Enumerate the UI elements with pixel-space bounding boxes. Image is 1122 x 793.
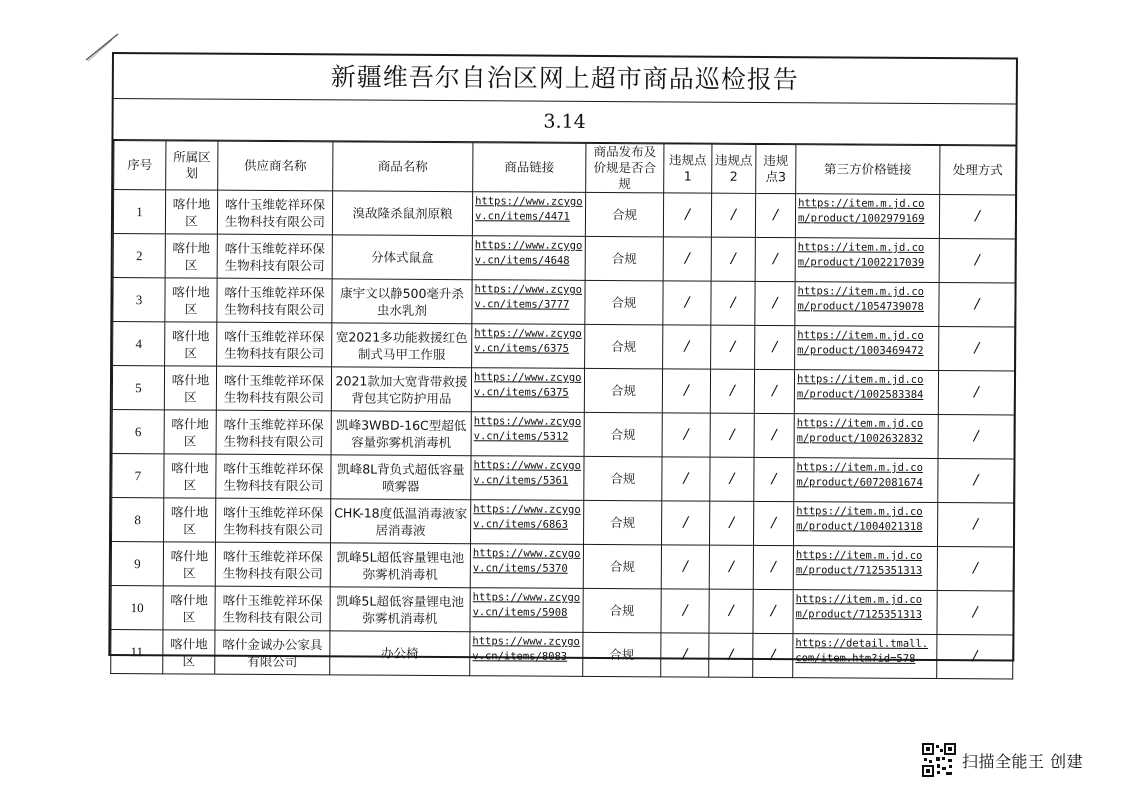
compliance-cell: 合规 — [610, 383, 636, 399]
supplier-name-cell: 喀什玉维乾祥环保生物科技有限公司 — [223, 460, 324, 493]
row-number-cell: 1 — [136, 204, 143, 220]
violation-1-cell-container — [663, 325, 711, 369]
violation-1-cell: / — [682, 646, 688, 663]
handling-cell-container — [938, 415, 1014, 459]
third-party-price-link[interactable]: https://item.m.jd.com/product/1002632832 — [796, 417, 924, 445]
violation-2-cell: / — [731, 206, 736, 223]
product-link-container — [471, 368, 584, 413]
compliance-cell-container — [585, 280, 663, 324]
product-link[interactable]: https://www.zcygov.cn/items/5361 — [473, 459, 581, 487]
violation-3-cell: / — [773, 207, 778, 224]
product-link[interactable]: https://www.zcygov.cn/items/5312 — [473, 415, 582, 443]
product-link-container — [472, 280, 585, 325]
product-name-cell: 凯峰3WBD-16C型超低容量弥雾机消毒机 — [336, 416, 467, 450]
third-party-price-link-container — [794, 370, 938, 415]
product-link[interactable]: https://www.zcygov.cn/items/8083 — [472, 635, 580, 663]
table-row — [113, 278, 1015, 328]
region-cell: 喀什地区 — [171, 371, 210, 405]
handling-cell: / — [974, 384, 979, 401]
region-cell: 喀什地区 — [170, 503, 209, 537]
compliance-cell: 合规 — [610, 427, 636, 443]
violation-1-cell: / — [683, 514, 689, 531]
compliance-cell-container — [585, 236, 663, 280]
supplier-name-cell: 喀什玉维乾祥环保生物科技有限公司 — [224, 240, 325, 273]
handling-cell-container — [939, 283, 1015, 327]
product-name-cell: CHK-18度低温消毒液家居消毒液 — [334, 504, 468, 538]
compliance-cell-container — [583, 544, 661, 588]
violation-3-cell-container — [754, 413, 794, 457]
third-party-price-link[interactable]: https://item.m.jd.com/product/1003469472 — [797, 329, 924, 357]
region-cell-container — [165, 190, 217, 234]
compliance-cell-container — [585, 192, 663, 236]
compliance-cell: 合规 — [611, 295, 637, 311]
supplier-name-cell-container — [215, 542, 330, 587]
violation-1-cell: / — [684, 338, 690, 355]
compliance-cell: 合规 — [611, 207, 638, 223]
handling-cell: / — [973, 428, 979, 445]
row-number-cell-container — [111, 586, 163, 630]
region-cell-container — [165, 234, 217, 278]
product-link-container — [470, 632, 583, 677]
compliance-cell: 合规 — [609, 647, 635, 663]
third-party-price-link-container — [795, 282, 939, 327]
scanner-brand-label: 扫描全能王 创建 — [962, 751, 1084, 771]
product-link[interactable]: https://www.zcygov.cn/items/6863 — [473, 503, 581, 531]
row-number-cell-container — [112, 498, 164, 542]
handling-cell-container — [937, 547, 1013, 591]
product-link[interactable]: https://www.zcygov.cn/items/4471 — [474, 195, 583, 223]
violation-2-cell-container — [711, 325, 755, 369]
violation-1-cell-container — [661, 633, 709, 677]
row-number-cell-container — [112, 410, 164, 454]
violation-1-cell-container — [663, 237, 711, 281]
supplier-name-cell: 喀什金诚办公家具有限公司 — [222, 636, 323, 669]
violation-2-cell: / — [730, 382, 735, 399]
header-cell: 商品名称 — [333, 142, 473, 192]
violation-2-cell-container — [709, 589, 753, 633]
product-link[interactable]: https://www.zcygov.cn/items/5370 — [472, 547, 581, 575]
violation-1-cell-container — [662, 413, 710, 457]
region-cell: 喀什地区 — [170, 547, 209, 581]
product-link[interactable]: https://www.zcygov.cn/items/6375 — [474, 327, 582, 355]
header-cell: 所属区划 — [166, 141, 218, 190]
violation-1-cell-container — [663, 193, 711, 237]
inspection-table — [110, 140, 1016, 680]
report-title: 新疆维吾尔自治区网上超市商品巡检报告 — [114, 54, 1016, 105]
violation-3-cell: / — [771, 515, 777, 532]
row-number-cell-container — [111, 630, 163, 674]
violation-3-cell: / — [772, 383, 777, 400]
violation-2-cell: / — [729, 426, 735, 443]
third-party-price-link-container — [794, 414, 938, 459]
third-party-price-link[interactable]: https://item.m.jd.com/product/7125351313 — [795, 593, 923, 621]
product-name-cell-container — [331, 367, 471, 412]
handling-cell-container — [939, 327, 1015, 371]
compliance-cell-container — [585, 324, 663, 368]
violation-3-cell-container — [754, 369, 794, 413]
region-cell: 喀什地区 — [171, 459, 209, 493]
row-number-cell: 6 — [134, 424, 142, 440]
violation-3-cell-container — [753, 589, 793, 633]
supplier-name-cell-container — [216, 410, 331, 455]
third-party-price-link[interactable]: https://item.m.jd.com/product/1054739078 — [797, 285, 925, 313]
product-name-cell-container — [331, 499, 471, 544]
product-name-cell: 凯峰5L超低容量锂电池弥雾机消毒机 — [336, 548, 465, 582]
violation-3-cell-container — [753, 501, 793, 545]
product-link-container — [471, 500, 584, 545]
violation-2-cell-container — [710, 369, 754, 413]
violation-3-cell-container — [753, 545, 793, 589]
third-party-price-link-container — [793, 634, 937, 679]
supplier-name-cell: 喀什玉维乾祥环保生物科技有限公司 — [223, 372, 325, 405]
third-party-price-link-container — [794, 458, 938, 503]
compliance-cell-container — [584, 368, 662, 412]
region-cell-container — [165, 322, 217, 366]
violation-2-cell: / — [730, 250, 736, 267]
scanner-watermark — [922, 742, 1083, 778]
third-party-price-link[interactable]: https://item.m.jd.com/product/6072081674 — [796, 461, 923, 489]
violation-2-cell-container — [709, 501, 753, 545]
header-cell: 商品发布及价规是否合规 — [586, 143, 664, 192]
violation-3-cell-container — [755, 281, 795, 325]
violation-3-cell: / — [770, 603, 776, 620]
violation-3-cell-container — [754, 457, 794, 501]
supplier-name-cell: 喀什玉维乾祥环保生物科技有限公司 — [223, 416, 324, 449]
product-name-cell: 康宇文以静500毫升杀虫水乳剂 — [340, 284, 465, 318]
violation-1-cell-container — [661, 589, 709, 633]
supplier-name-cell-container — [217, 190, 332, 235]
handling-cell-container — [937, 635, 1013, 679]
row-number-cell: 7 — [134, 468, 142, 484]
compliance-cell: 合规 — [611, 339, 637, 355]
region-cell-container — [163, 630, 215, 674]
violation-2-cell: / — [729, 470, 735, 487]
product-name-cell-container — [330, 587, 470, 632]
violation-2-cell: / — [729, 514, 735, 531]
header-cell: 序号 — [114, 141, 166, 190]
table-row — [112, 498, 1014, 548]
product-name-cell: 2021款加大宽背带救援背包其它防护用品 — [335, 372, 468, 406]
violation-2-cell-container — [711, 281, 755, 325]
third-party-price-link-container — [793, 590, 937, 635]
third-party-price-link[interactable]: https://item.m.jd.com/product/1004021318 — [796, 505, 923, 533]
handling-cell: / — [975, 208, 980, 225]
handling-cell: / — [972, 560, 978, 577]
table-row — [113, 322, 1015, 372]
table-body — [111, 190, 1016, 680]
row-number-cell: 4 — [135, 336, 143, 352]
violation-1-cell-container — [661, 501, 709, 545]
header-cell: 违规点3 — [756, 144, 796, 193]
violation-1-cell-container — [662, 457, 710, 501]
third-party-price-link-container — [793, 546, 937, 591]
row-number-cell: 5 — [135, 380, 142, 396]
region-cell-container — [164, 410, 216, 454]
product-link-container — [472, 192, 585, 237]
row-number-cell-container — [112, 454, 164, 498]
violation-3-cell-container — [755, 237, 795, 281]
product-link[interactable]: https://www.zcygov.cn/items/5908 — [472, 591, 581, 619]
product-name-cell-container — [332, 323, 472, 368]
row-number-cell: 9 — [134, 556, 141, 572]
table-header-row — [114, 141, 1016, 196]
product-name-cell-container — [332, 279, 472, 324]
violation-1-cell: / — [683, 426, 689, 443]
violation-3-cell: / — [772, 295, 778, 312]
header-cell: 第三方价格链接 — [796, 145, 940, 195]
region-cell-container — [165, 278, 217, 322]
third-party-price-link[interactable]: https://item.m.jd.com/product/1002217039 — [797, 241, 925, 269]
header-cell: 处理方式 — [940, 146, 1016, 195]
third-party-price-link-container — [795, 194, 939, 239]
compliance-cell-container — [584, 456, 662, 500]
table-row — [111, 586, 1013, 636]
handling-cell-container — [937, 503, 1013, 547]
table-row — [111, 630, 1013, 680]
row-number-cell: 10 — [130, 600, 144, 616]
violation-1-cell: / — [684, 250, 690, 267]
region-cell: 喀什地区 — [171, 415, 210, 449]
supplier-name-cell: 喀什玉维乾祥环保生物科技有限公司 — [224, 328, 325, 361]
compliance-cell-container — [583, 588, 661, 632]
product-name-cell-container — [330, 631, 470, 676]
violation-2-cell: / — [728, 646, 734, 663]
region-cell: 喀什地区 — [172, 283, 210, 317]
row-number-cell: 11 — [130, 644, 144, 660]
product-name-cell: 凯峰5L超低容量锂电池弥雾机消毒机 — [336, 592, 464, 626]
violation-3-cell: / — [770, 647, 776, 664]
violation-1-cell: / — [683, 470, 689, 487]
violation-2-cell-container — [711, 237, 755, 281]
handling-cell: / — [974, 252, 980, 269]
handling-cell-container — [937, 591, 1013, 635]
product-name-cell: 分体式鼠盒 — [370, 249, 434, 265]
qr-code-icon — [922, 743, 956, 777]
third-party-price-link[interactable]: https://item.m.jd.com/product/1002583384 — [796, 373, 924, 401]
violation-1-cell: / — [682, 602, 688, 619]
product-name-cell-container — [330, 543, 470, 588]
supplier-name-cell-container — [217, 234, 332, 279]
supplier-name-cell: 喀什玉维乾祥环保生物科技有限公司 — [224, 284, 325, 317]
product-link[interactable]: https://www.zcygov.cn/items/6375 — [473, 371, 582, 399]
header-cell: 违规点2 — [712, 144, 756, 193]
violation-3-cell-container — [755, 193, 795, 237]
header-cell: 商品链接 — [473, 143, 586, 193]
row-number-cell: 2 — [135, 248, 143, 264]
header-cell: 供应商名称 — [218, 141, 333, 191]
product-name-cell-container — [331, 411, 471, 456]
compliance-cell: 合规 — [611, 251, 637, 267]
compliance-cell: 合规 — [609, 603, 635, 619]
third-party-price-link-container — [795, 326, 939, 371]
violation-1-cell-container — [661, 545, 709, 589]
product-link-container — [471, 412, 584, 457]
row-number-cell: 8 — [134, 512, 141, 528]
compliance-cell: 合规 — [610, 471, 636, 487]
product-name-cell-container — [331, 455, 471, 500]
region-cell-container — [164, 454, 216, 498]
region-cell: 喀什地区 — [170, 635, 208, 669]
violation-3-cell-container — [755, 325, 795, 369]
third-party-price-link[interactable]: https://item.m.jd.com/product/7125351313 — [795, 549, 923, 577]
third-party-price-link-container — [795, 238, 939, 283]
handling-cell-container — [938, 459, 1014, 503]
table-row — [112, 410, 1014, 460]
region-cell-container — [164, 366, 216, 410]
handling-cell: / — [973, 516, 979, 533]
violation-3-cell: / — [772, 251, 778, 268]
violation-2-cell: / — [728, 558, 734, 575]
handling-cell: / — [972, 648, 978, 665]
violation-1-cell: / — [684, 382, 689, 399]
supplier-name-cell: 喀什玉维乾祥环保生物科技有限公司 — [224, 196, 326, 229]
third-party-price-link-container — [793, 502, 937, 547]
product-name-cell: 溴敌隆杀鼠剂原粮 — [352, 205, 453, 222]
product-link-container — [471, 456, 584, 501]
compliance-cell-container — [584, 412, 662, 456]
third-party-price-link[interactable]: https://detail.tmall.com/item.htm?id=578 — [795, 637, 929, 665]
violation-3-cell: / — [770, 559, 776, 576]
product-link[interactable]: https://www.zcygov.cn/items/3777 — [474, 283, 583, 311]
region-cell-container — [163, 586, 215, 630]
compliance-cell-container — [584, 500, 662, 544]
handling-cell-container — [938, 371, 1014, 415]
supplier-name-cell-container — [215, 630, 330, 675]
region-cell: 喀什地区 — [170, 591, 208, 625]
violation-2-cell: / — [730, 294, 736, 311]
table-row — [112, 454, 1014, 504]
product-link[interactable]: https://www.zcygov.cn/items/4648 — [474, 239, 583, 267]
supplier-name-cell: 喀什玉维乾祥环保生物科技有限公司 — [222, 592, 323, 625]
compliance-cell: 合规 — [609, 559, 635, 575]
product-link-container — [472, 324, 585, 369]
header-cell: 违规点1 — [664, 144, 712, 193]
product-name-cell: 办公椅 — [381, 645, 419, 661]
violation-1-cell: / — [682, 558, 688, 575]
violation-2-cell-container — [711, 193, 755, 237]
row-number-cell-container — [113, 190, 165, 234]
handling-cell: / — [974, 296, 980, 313]
supplier-name-cell-container — [215, 586, 330, 631]
violation-2-cell-container — [709, 545, 753, 589]
row-number-cell-container — [112, 366, 164, 410]
violation-2-cell: / — [728, 602, 734, 619]
violation-1-cell: / — [684, 294, 690, 311]
supplier-name-cell-container — [216, 498, 331, 543]
product-name-cell-container — [332, 235, 472, 280]
violation-2-cell: / — [730, 338, 736, 355]
supplier-name-cell-container — [217, 322, 332, 367]
violation-2-cell-container — [709, 633, 753, 677]
violation-3-cell: / — [772, 339, 778, 356]
handling-cell-container — [939, 239, 1015, 283]
report-sheet — [108, 52, 1018, 669]
violation-1-cell: / — [685, 206, 690, 223]
product-link-container — [472, 236, 585, 281]
row-number-cell-container — [111, 542, 163, 586]
supplier-name-cell: 喀什玉维乾祥环保生物科技有限公司 — [222, 548, 323, 581]
violation-3-cell: / — [771, 427, 777, 444]
supplier-name-cell-container — [216, 366, 331, 411]
product-name-cell: 凯峰8L背负式超低容量喷雾器 — [337, 460, 465, 494]
row-number-cell-container — [113, 234, 165, 278]
supplier-name-cell-container — [217, 278, 332, 323]
third-party-price-link[interactable]: https://item.m.jd.com/product/1002979169 — [797, 197, 925, 225]
table-row — [113, 190, 1015, 240]
product-name-cell-container — [332, 191, 472, 236]
product-name-cell: 宽2021多功能救援红色制式马甲工作服 — [335, 328, 468, 362]
supplier-name-cell: 喀什玉维乾祥环保生物科技有限公司 — [223, 504, 324, 537]
table-row — [111, 542, 1013, 592]
product-link-container — [470, 588, 583, 633]
compliance-cell: 合规 — [610, 515, 636, 531]
supplier-name-cell-container — [216, 454, 331, 499]
compliance-cell-container — [583, 632, 661, 676]
region-cell-container — [164, 498, 216, 542]
violation-1-cell-container — [663, 281, 711, 325]
handling-cell-container — [939, 195, 1015, 239]
violation-3-cell: / — [771, 471, 777, 488]
row-number-cell: 3 — [135, 292, 143, 308]
report-date: 3.14 — [113, 99, 1015, 146]
table-row — [113, 234, 1015, 284]
region-cell: 喀什地区 — [171, 327, 210, 361]
handling-cell: / — [973, 472, 979, 489]
violation-2-cell-container — [710, 457, 754, 501]
row-number-cell-container — [113, 278, 165, 322]
handling-cell: / — [974, 340, 980, 357]
violation-2-cell-container — [710, 413, 754, 457]
violation-1-cell-container — [662, 369, 710, 413]
row-number-cell-container — [113, 322, 165, 366]
handling-cell: / — [972, 604, 978, 621]
region-cell-container — [163, 542, 215, 586]
table-row — [112, 366, 1014, 416]
region-cell: 喀什地区 — [172, 195, 211, 229]
product-link-container — [470, 544, 583, 589]
region-cell: 喀什地区 — [172, 239, 211, 273]
violation-3-cell-container — [753, 633, 793, 677]
